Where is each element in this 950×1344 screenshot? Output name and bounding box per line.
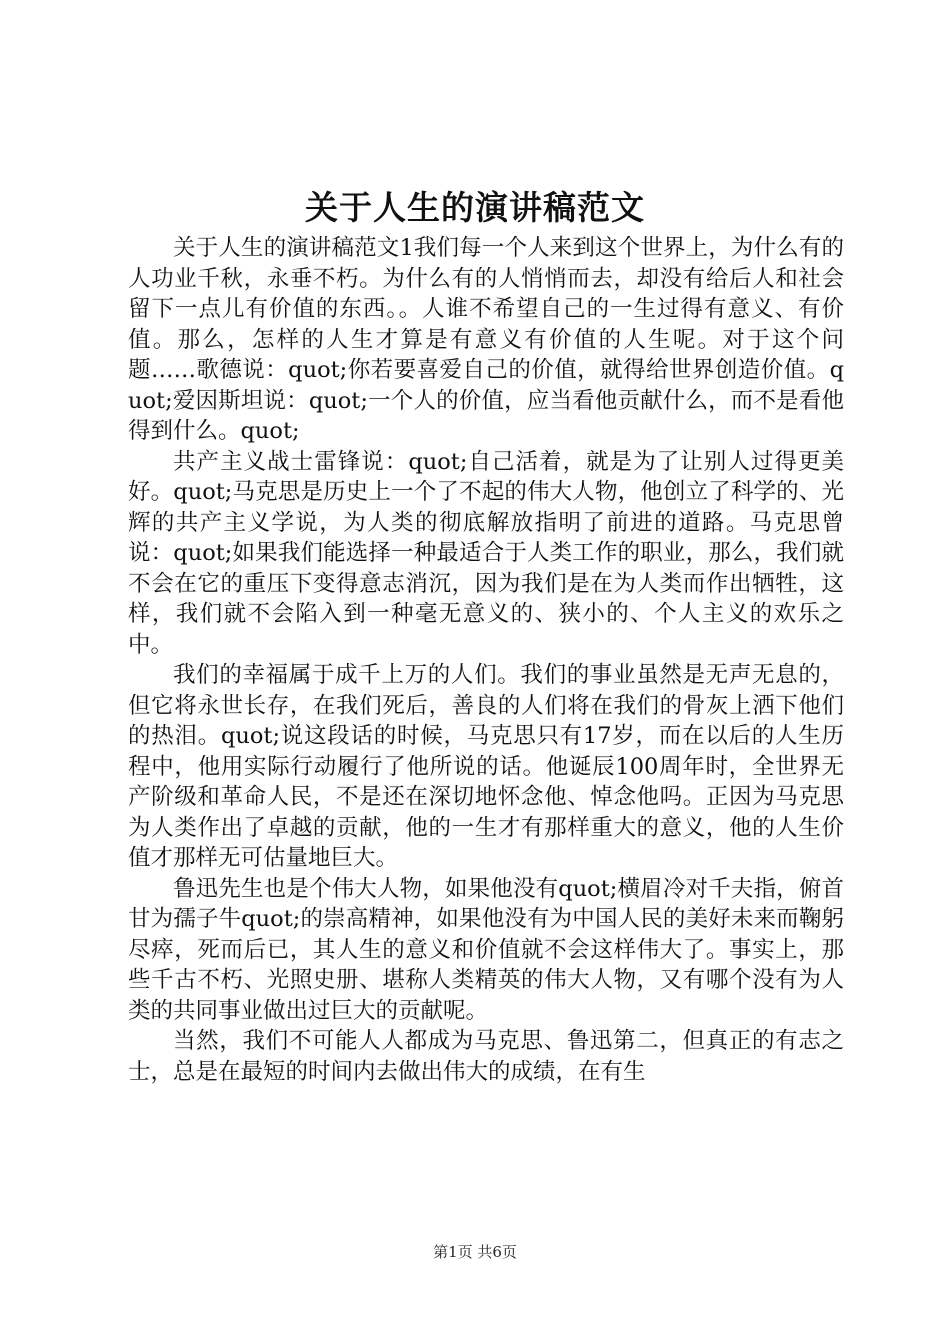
paragraph: 我们的幸福属于成千上万的人们。我们的事业虽然是无声无息的，但它将永世长存，在我们死后，善良的人们将在我们的骨灰上洒下他们的热泪。quot;说这段话的时候，马克思只有17岁，而在以后的人生历程中，他用实际行动履行了他所说的话。他诞辰100周年时，全世界无产阶级和革命人民，不是还在深切地怀念他、悼念他吗。正因为马克思为人类作出了卓越的贡献，他的一生才有那样重大的意义，他的人生价值才那样无可估量地巨大。	[128, 662, 844, 871]
paragraph: 当然，我们不可能人人都成为马克思、鲁迅第二，但真正的有志之士，总是在最短的时间内去做出伟大的成绩，在有生	[128, 1028, 844, 1085]
document-title: 关于人生的演讲稿范文	[305, 188, 645, 227]
paragraph: 关于人生的演讲稿范文1我们每一个人来到这个世界上，为什么有的人功业千秋，永垂不朽。为什么有的人悄悄而去，却没有给后人和社会留下一点儿有价值的东西。。人谁不希望自己的一生过得有意义、有价值。那么，怎样的人生才算是有意义有价值的人生呢。对于这个问题……歌德说：quot;你若要喜爱自己的价值，就得给世界创造价值。quot;爱因斯坦说：quot;一个人的价值，应当看他贡献什么，而不是看他得到什么。quot;	[128, 235, 844, 444]
page-footer: 第1页 共6页	[433, 1243, 517, 1261]
document-body	[128, 233, 844, 1087]
paragraph: 鲁迅先生也是个伟大人物，如果他没有quot;横眉冷对千夫指，俯首甘为孺子牛quot;的崇高精神，如果他没有为中国人民的美好未来而鞠躬尽瘁，死而后已，其人生的意义和价值就不会这样伟大了。事实上，那些千古不朽、光照史册、堪称人类精英的伟大人物，又有哪个没有为人类的共同事业做出过巨大的贡献呢。	[128, 875, 844, 1024]
paragraph: 共产主义战士雷锋说：quot;自己活着，就是为了让别人过得更美好。quot;马克思是历史上一个了不起的伟大人物，他创立了科学的、光辉的共产主义学说，为人类的彻底解放指明了前进的道路。马克思曾说：quot;如果我们能选择一种最适合于人类工作的职业，那么，我们就不会在它的重压下变得意志消沉，因为我们是在为人类而作出牺牲，这样，我们就不会陷入到一种毫无意义的、狭小的、个人主义的欢乐之中。	[128, 448, 844, 658]
